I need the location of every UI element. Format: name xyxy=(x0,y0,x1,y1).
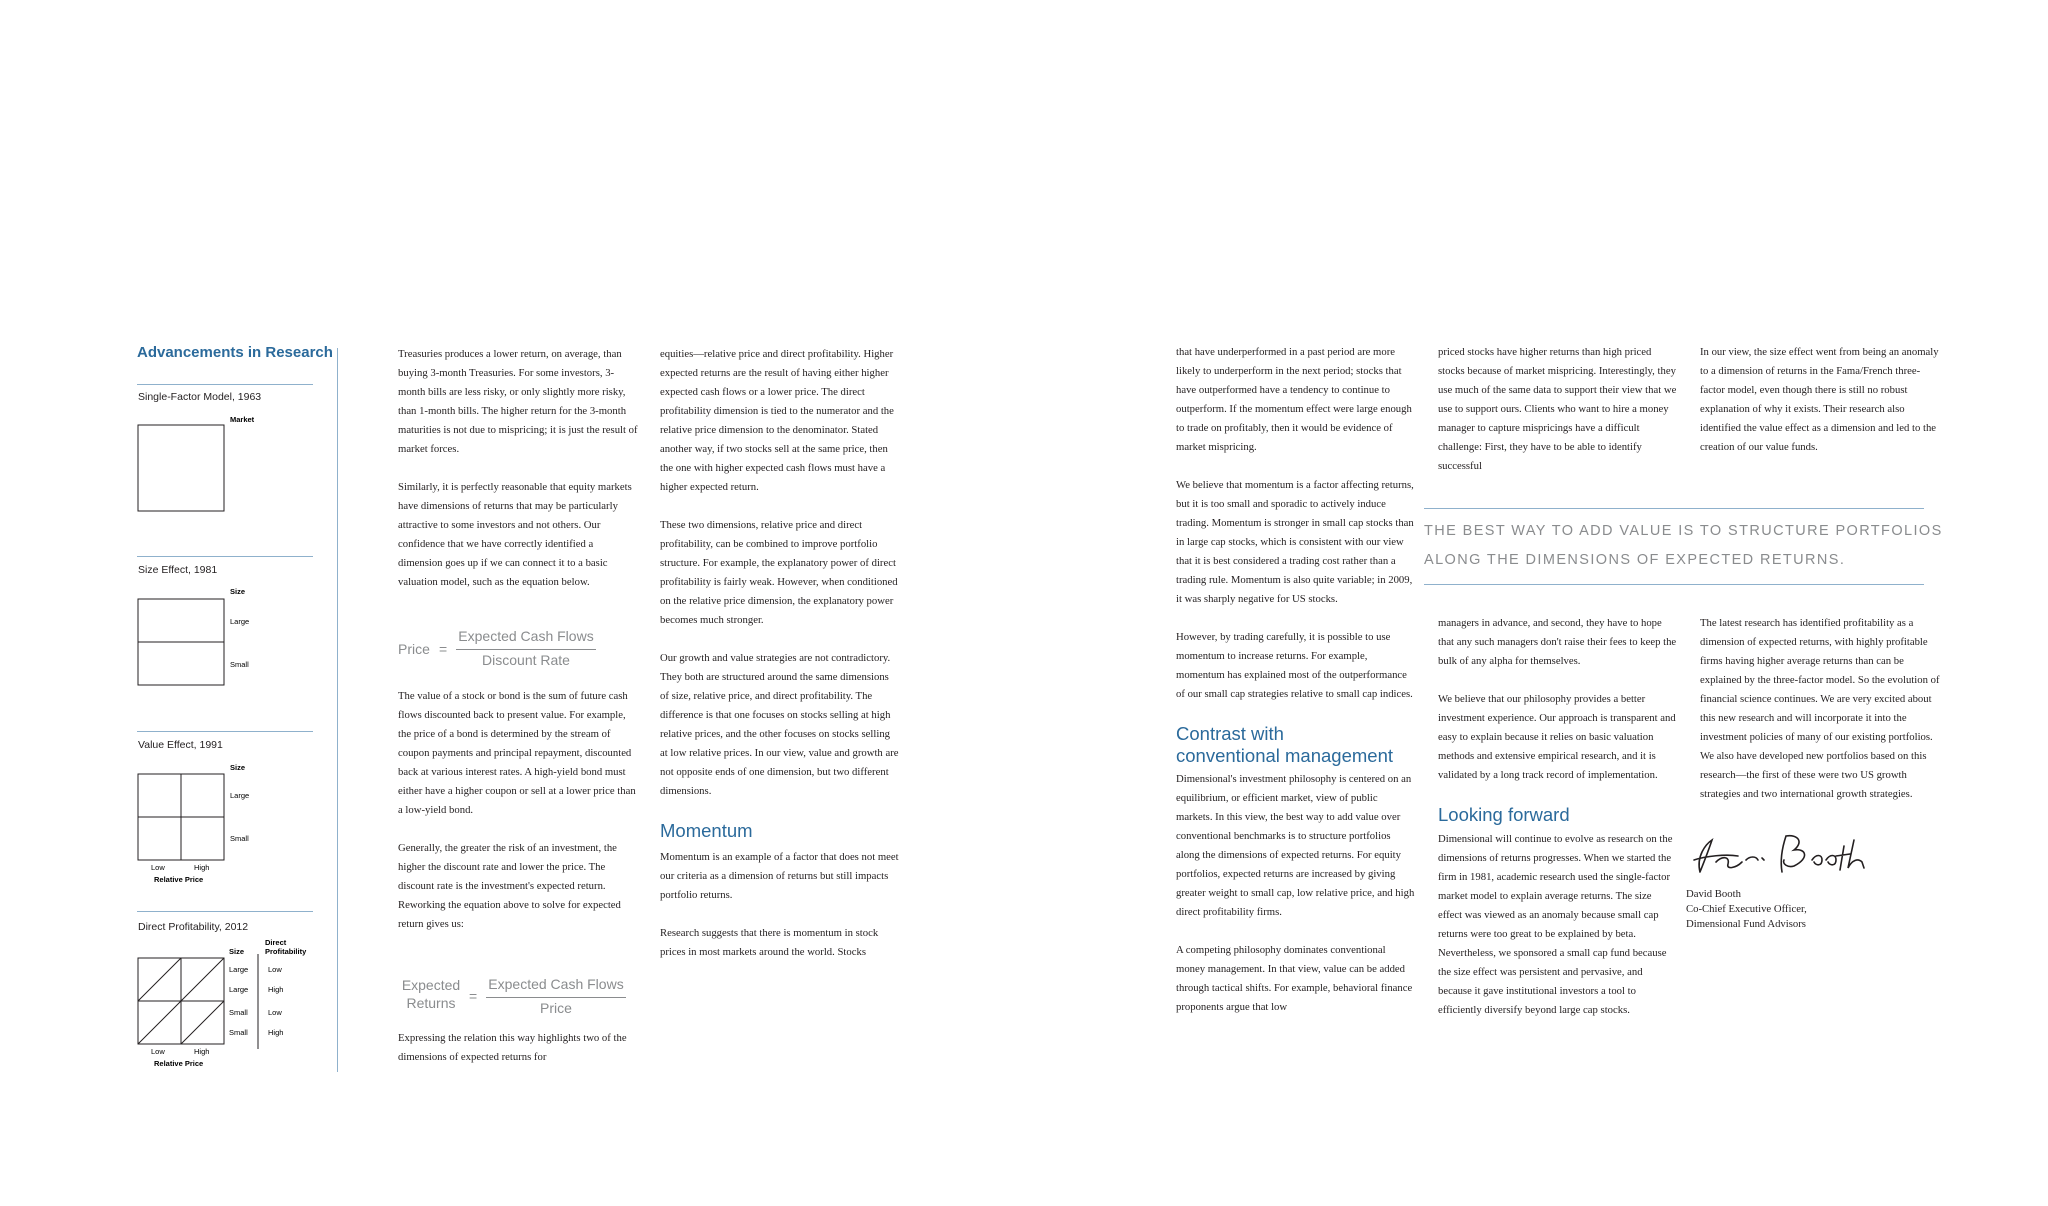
signatory-org: Dimensional Fund Advisors xyxy=(1686,918,1806,930)
model-label-single-factor: Single-Factor Model, 1963 xyxy=(138,391,262,403)
value-effect-diagram xyxy=(137,762,267,886)
paragraph: Momentum is an example of a factor that does not meet our criteria as a dimension of returns but still impacts portfolio returns. xyxy=(660,851,899,901)
paragraph: We believe that momentum is a factor affecting returns, but it is too small and sporadic to actively induce trading. Momentum is stronger in small cap stocks than in large cap stocks, which is consistent with our view that it is best considered a trading cost rather than a trading rule. Momentum is also quite variable; in 2009, it was sharply negative for US stocks. xyxy=(1176,479,1414,605)
paragraph: A competing philosophy dominates conventional money management. In that view, value can be added through tactical shifts. For example, behavioral finance proponents argue that low xyxy=(1176,944,1413,1013)
row-label-large: Large xyxy=(229,985,249,994)
paragraph: Expressing the relation this way highlights two of the dimensions of expected returns for xyxy=(398,1032,627,1063)
signature-block xyxy=(1686,887,1807,932)
model-label-size-effect: Size Effect, 1981 xyxy=(138,564,218,576)
paragraph: Dimensional will continue to evolve as research on the dimensions of returns progresses. When we started the firm in 1981, academic research used the single-factor market model to explain average returns. The size effect was viewed as an anomaly because small cap returns were too great to be explained by beta. Nevertheless, we sponsored a small cap fund because the size effect was persistent and pervasive, and because it gave institutional investors a tool to efficiently diversify beyond large cap stocks. xyxy=(1438,833,1673,1016)
equation-denominator: Discount Rate xyxy=(482,652,570,668)
sidebar-divider xyxy=(137,556,313,557)
paragraph: In our view, the size effect went from being an anomaly to a dimension of returns in the Fama/French three-factor model, even though there is still no robust explanation of why it exists. Their research also identified the value effect as a dimension and led to the creation of our value funds. xyxy=(1700,346,1939,453)
model-label-value-effect: Value Effect, 1991 xyxy=(138,739,223,751)
size-label: Size xyxy=(230,763,246,772)
row-label-large: Large xyxy=(230,617,250,626)
pull-quote-rule-top xyxy=(1424,508,1924,509)
pull-quote-line: THE BEST WAY TO ADD VALUE IS TO STRUCTURE PORTFOLIOS xyxy=(1424,523,1943,539)
sidebar-divider xyxy=(137,731,313,732)
col-label-high: High xyxy=(194,1047,210,1056)
paragraph: These two dimensions, relative price and direct profitability, can be combined to improve portfolio structure. For example, the explanatory power of direct profitability is fairly weak. However, when conditioned on the relative price dimension, the explanatory power becomes much stronger. xyxy=(660,519,898,626)
paragraph: Our growth and value strategies are not contradictory. They both are structured around the same dimensions of size, relative price, and direct profitability. The difference is that one focuses on stocks selling at high relative prices, and the other focuses on stocks selling at low relative prices. In our view, value and growth are not opposite ends of one dimension, but two different dimensions. xyxy=(660,652,899,797)
market-label: Market xyxy=(230,415,255,424)
fraction-bar xyxy=(456,649,596,650)
equation-equals: = xyxy=(469,988,478,1004)
paragraph: priced stocks have higher returns than high priced stocks because of market mispricing. Interestingly, they use much of the same data to support their view that we use to support ours. Clients who want to hire a money manager to capture mispricings have a difficult challenge: First, they have to be able to identify successful xyxy=(1438,346,1677,472)
section-heading-contrast xyxy=(1176,723,1416,767)
signatory-name: David Booth xyxy=(1686,888,1741,900)
text-column-4-top xyxy=(1438,343,1678,495)
pull-quote-rule-bottom xyxy=(1424,584,1924,585)
size-label: Size xyxy=(230,587,246,596)
section-heading-momentum: Momentum xyxy=(660,820,753,841)
profitability-low: Low xyxy=(268,1008,282,1017)
heading-line: Contrast with xyxy=(1176,723,1284,744)
signature-image xyxy=(1686,826,1886,886)
row-label-small: Small xyxy=(230,834,249,843)
direct-profitability-diagram xyxy=(137,937,317,1077)
equation-numerator: Expected Cash Flows xyxy=(458,628,594,644)
text-column-3 xyxy=(1176,343,1416,1036)
research-sidebar xyxy=(137,344,333,361)
text-column-4 xyxy=(1438,614,1678,1039)
row-label-large: Large xyxy=(230,791,250,800)
equation-numerator: Expected Cash Flows xyxy=(488,976,624,992)
paragraph: Generally, the greater the risk of an investment, the higher the discount rate and lower the price. The discount rate is the investment's expected return. Reworking the equation above to solve for expected return gives us: xyxy=(398,842,621,930)
row-label-small: Small xyxy=(230,660,249,669)
row-label-small: Small xyxy=(229,1008,248,1017)
pull-quote-line: ALONG THE DIMENSIONS OF EXPECTED RETURNS. xyxy=(1424,552,1846,568)
row-label-large: Large xyxy=(229,965,249,974)
paragraph: The latest research has identified profitability as a dimension of expected returns, with highly profitable firms having higher average returns than can be explained by the three-factor model. So the evolution of financial science continues. We are very excited about this new research and will incorporate it into the investment policies of many of our existing portfolios. We also have developed new portfolios based on this research—the first of these were two US growth strategies and two international growth strategies. xyxy=(1700,617,1940,800)
row-label-small: Small xyxy=(229,1028,248,1037)
col-label-low: Low xyxy=(151,1047,165,1056)
paragraph: Research suggests that there is momentum in stock prices in most markets around the world. Stocks xyxy=(660,927,879,958)
size-effect-diagram xyxy=(137,586,267,690)
profitability-high: High xyxy=(268,1028,284,1037)
direct-label: Direct xyxy=(265,938,287,947)
paragraph: that have underperformed in a past period are more likely to underperform in the next period; stocks that have outperformed have a tendency to continue to outperform. If the momentum effect were large enough to trade on profitably, then it would be evidence of market mispricing. xyxy=(1176,346,1412,453)
profitability-high: High xyxy=(268,985,284,994)
single-factor-diagram xyxy=(137,412,255,516)
section-heading-looking-forward: Looking forward xyxy=(1438,804,1570,825)
paragraph: The value of a stock or bond is the sum of future cash flows discounted back to present value. For example, the price of a bond is determined by the stream of coupon payments and principal repayment, discounted back at various interest rates. A high-yield bond must either have a higher coupon or sell at a lower price than a low-yield bond. xyxy=(398,690,636,816)
relative-price-label: Relative Price xyxy=(154,875,204,884)
sidebar-divider xyxy=(137,384,313,385)
heading-line: conventional management xyxy=(1176,745,1394,766)
paragraph: Similarly, it is perfectly reasonable that equity markets have dimensions of returns that may be particularly attractive to some investors and not others. Our confidence that we have correctly identified a dimension goes up if we can connect it to a basic valuation model, such as the equation below. xyxy=(398,481,632,588)
paragraph: Treasuries produces a lower return, on average, than buying 3-month Treasuries. For some investors, 3-month bills are less risky, or only slightly more risky, than 1-month bills. The higher return for the 3-month maturities is not due to mispricing; it is just the result of market forces. xyxy=(398,348,638,455)
equation-lhs: Returns xyxy=(406,995,456,1011)
equation-lhs: Expected xyxy=(401,977,461,993)
signatory-title: Co-Chief Executive Officer, xyxy=(1686,903,1807,915)
text-column-5 xyxy=(1700,614,1940,823)
paragraph: equities—relative price and direct profitability. Higher expected returns are the result of having either higher expected cash flows or a lower price. The direct profitability dimension is tied to the numerator and the relative price dimension to the denominator. Stated another way, if two stocks sell at the same price, then the one with higher expected cash flows must have a higher expected return. xyxy=(660,348,894,493)
text-column-2 xyxy=(660,345,900,981)
fraction-bar xyxy=(486,997,626,998)
equation-equals: = xyxy=(439,641,448,657)
equation-lhs: Price xyxy=(398,641,430,657)
profitability-label: Profitability xyxy=(265,947,307,956)
relative-price-label: Relative Price xyxy=(154,1059,204,1068)
model-label-direct-profitability: Direct Profitability, 2012 xyxy=(138,921,249,933)
sidebar-divider xyxy=(137,911,313,912)
paragraph: We believe that our philosophy provides a better investment experience. Our approach is transparent and easy to explain because it relies on basic valuation methods and extensive empirical research, and it is validated by a long track record of implementation. xyxy=(1438,693,1676,781)
sidebar-title: Advancements in Research xyxy=(137,344,333,361)
text-column-1 xyxy=(398,345,638,1086)
paragraph: Dimensional's investment philosophy is centered on an equilibrium, or efficient market, view of public markets. In this view, the best way to add value over conventional benchmarks is to structure portfolios along the dimensions of expected returns. For equity portfolios, expected returns are increased by giving greater weight to small cap, low relative price, and high direct profitability firms. xyxy=(1176,773,1415,918)
paragraph: However, by trading carefully, it is possible to use momentum to increase returns. For example, momentum has explained most of the outperformance of our small cap strategies relative to small cap indices. xyxy=(1176,631,1413,700)
paragraph: managers in advance, and second, they have to hope that any such managers don't raise their fees to keep the bulk of any alpha for themselves. xyxy=(1438,617,1677,667)
equation-denominator: Price xyxy=(540,1000,572,1016)
col-label-low: Low xyxy=(151,863,165,872)
size-label: Size xyxy=(229,947,245,956)
profitability-low: Low xyxy=(268,965,282,974)
sidebar-vertical-rule xyxy=(337,348,338,1072)
col-label-high: High xyxy=(194,863,210,872)
pull-quote-text xyxy=(1424,517,1943,575)
text-column-5-top xyxy=(1700,343,1940,476)
